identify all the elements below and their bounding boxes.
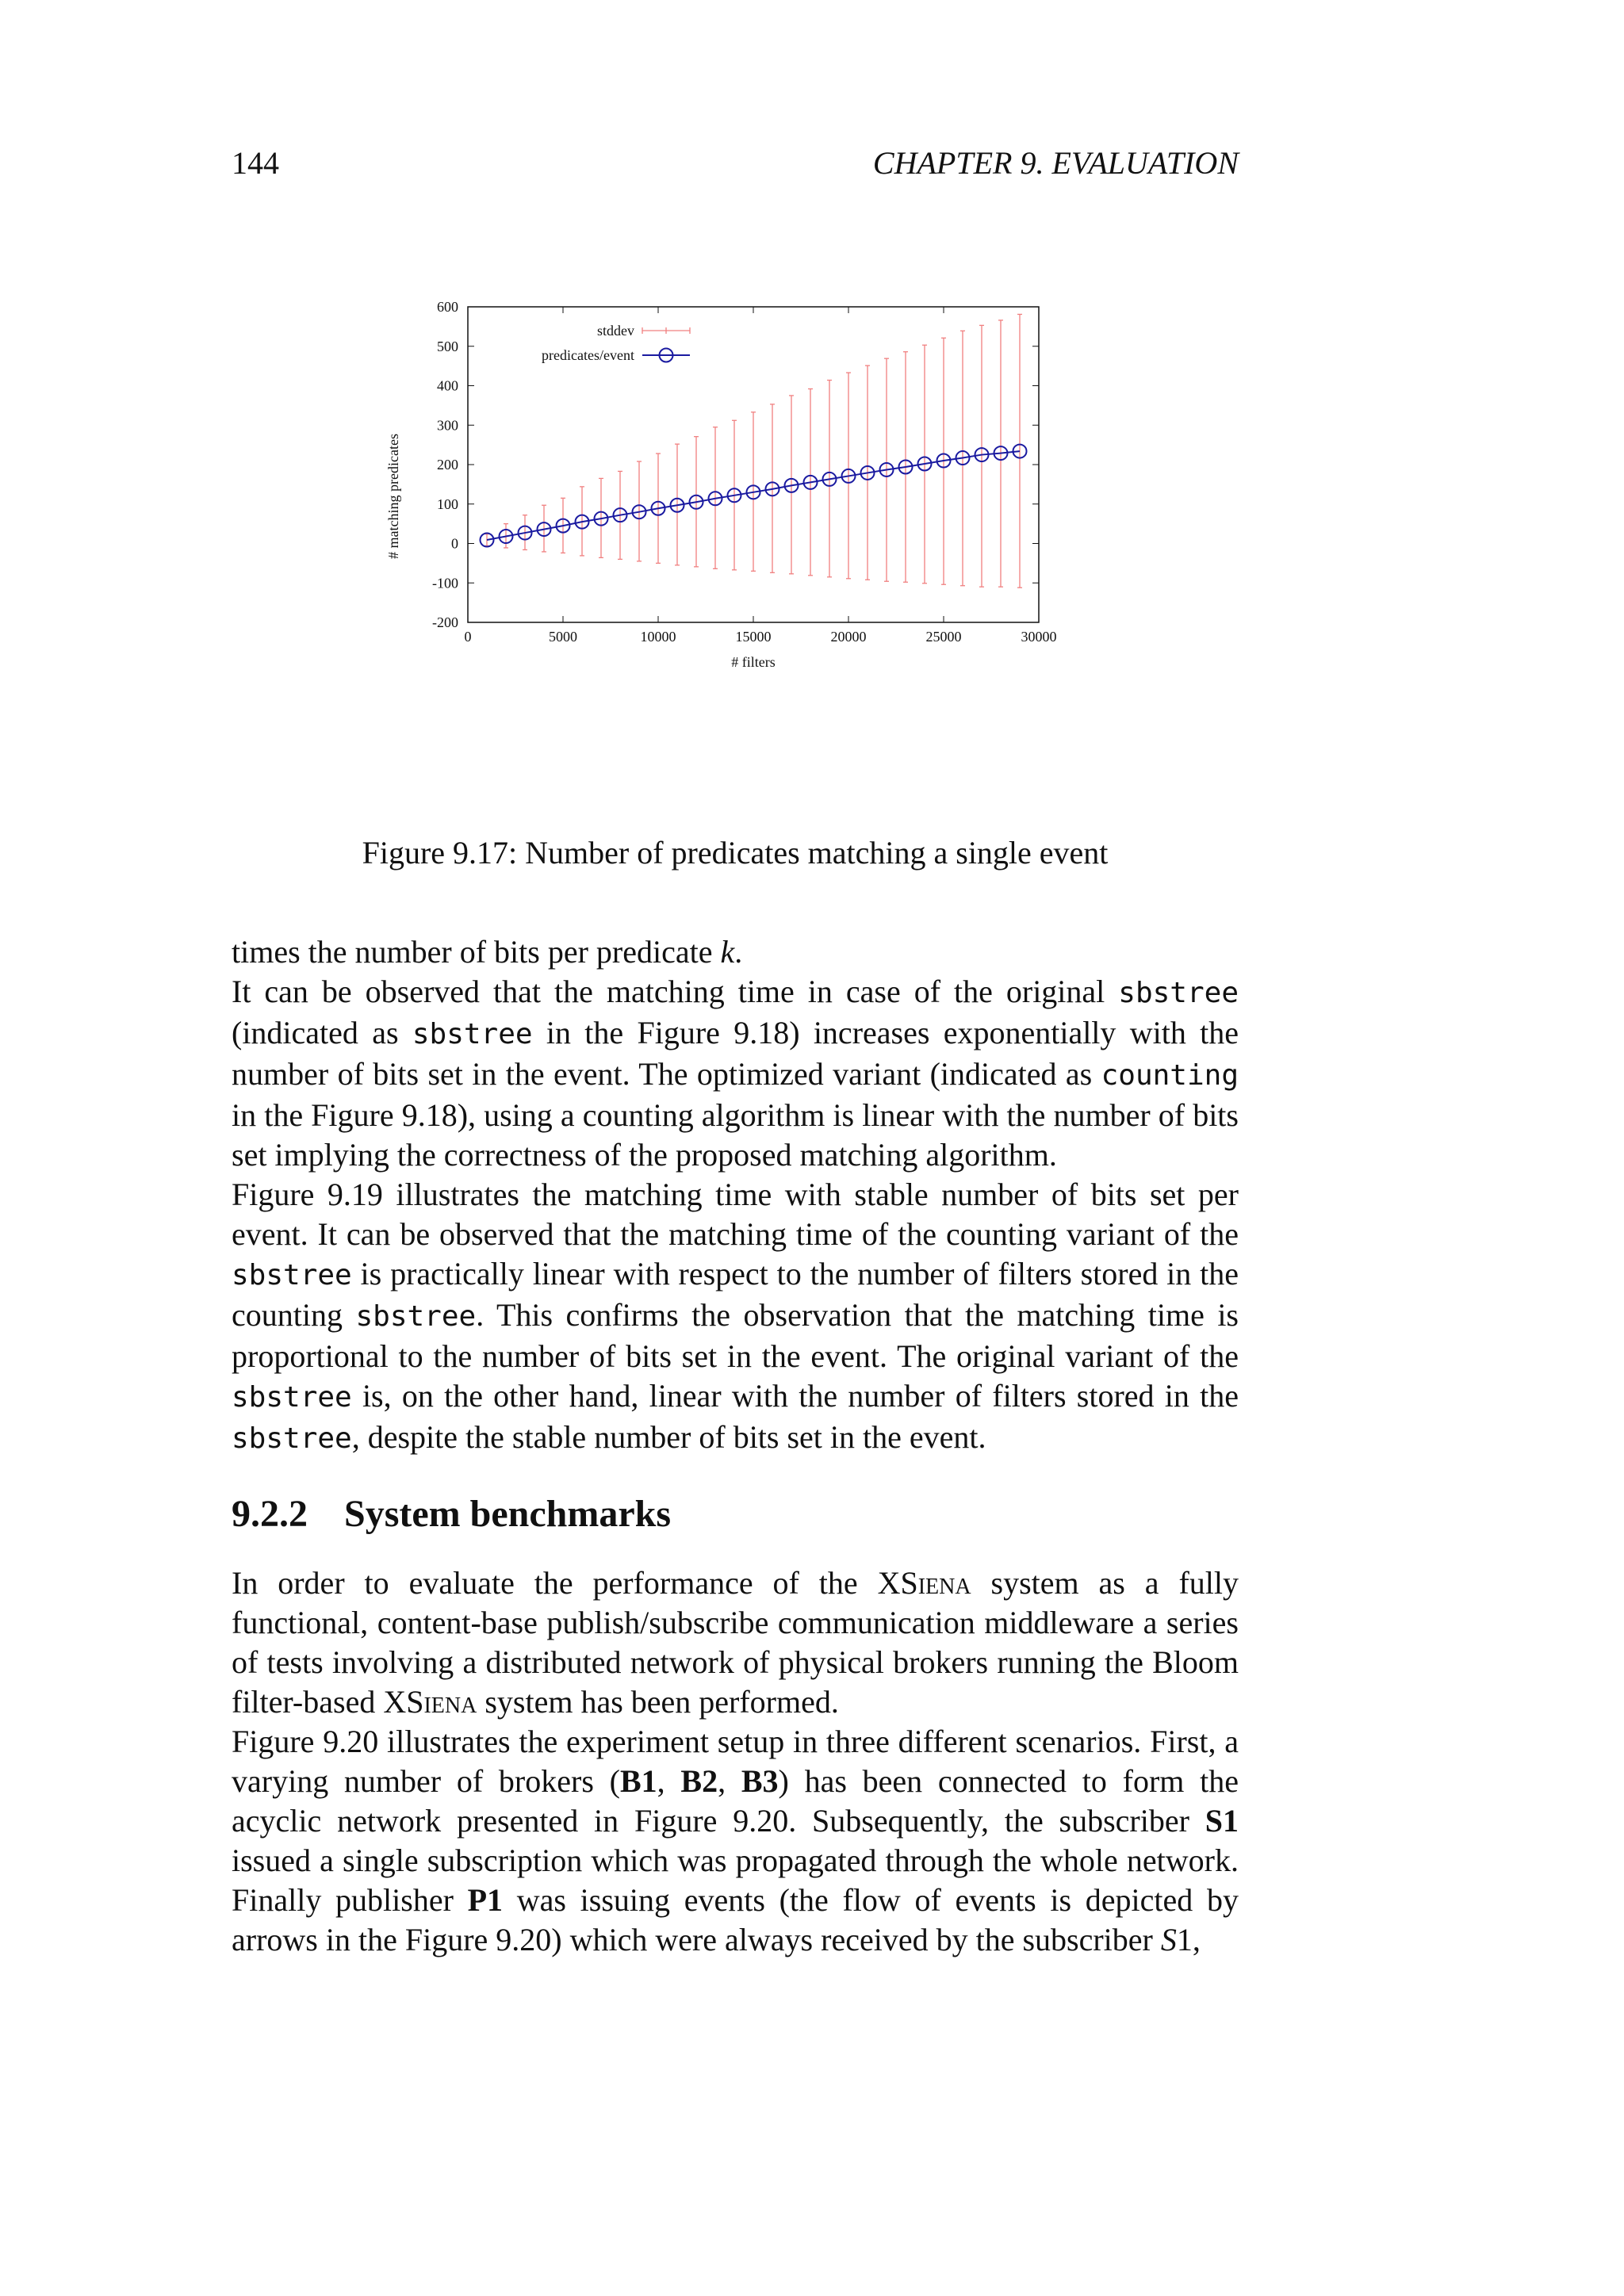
svg-text:0: 0 [464,629,472,645]
figure-chart [373,285,1086,777]
svg-text:30000: 30000 [1021,629,1057,645]
svg-text:# filters: # filters [731,654,776,670]
svg-text:stddev: stddev [597,323,634,339]
svg-text:predicates/event: predicates/event [542,347,634,363]
paragraph: In order to evaluate the performance of the XSiena system as a fully functional, content-base publish/subscribe communication middleware a series of tests involving a distributed network of physical brokers running the Bloom filter-based XSiena system has been performed. [232,1565,1239,1720]
paragraph: It can be observed that the matching time in case of the original sbstree (indicated as sbstree in the Figure 9.18) increases exponentially with the number of bits set in the event. The optimized variant (indicated as counting in the Figure 9.18), using a counting algorithm is linear with the number of bits set implying the correctness of the proposed matching algorithm. [232,974,1239,1173]
svg-text:# matching predicates: # matching predicates [385,434,401,559]
section-heading [232,1492,671,1536]
svg-text:400: 400 [437,377,458,394]
svg-text:100: 100 [437,496,458,512]
running-title: CHAPTER 9. EVALUATION [872,145,1239,181]
paragraph: times the number of bits per predicate k. [232,934,743,970]
paragraph: Figure 9.19 illustrates the matching time with stable number of bits set per event. It can be observed that the matching time of the counting variant of the sbstree is practically linear with respect to the number of filters stored in the counting sbstree. This confirms the observation that the matching time is proportional to the number of bits set in the event. The original variant of the sbstree is, on the other hand, linear with the number of filters stored in the sbstree, despite the stable number of bits set in the event. [232,1177,1239,1455]
svg-text:-200: -200 [432,614,458,630]
section-title: System benchmarks [344,1493,672,1535]
svg-text:10000: 10000 [640,629,676,645]
page-number: 144 [232,145,279,181]
svg-text:0: 0 [451,535,458,552]
figure-caption: Figure 9.17: Number of predicates matching a single event [362,835,1109,871]
svg-text:5000: 5000 [549,629,577,645]
body-text-upper [232,932,1239,1459]
svg-text:25000: 25000 [925,629,962,645]
body-text-lower [232,1563,1239,1960]
svg-text:-100: -100 [432,575,458,591]
svg-text:500: 500 [437,338,458,354]
svg-text:600: 600 [437,299,458,315]
svg-text:15000: 15000 [735,629,772,645]
section-number: 9.2.2 [232,1493,308,1535]
svg-text:300: 300 [437,417,458,434]
svg-text:20000: 20000 [830,629,867,645]
svg-text:200: 200 [437,457,458,473]
paragraph: Figure 9.20 illustrates the experiment setup in three different scenarios. First, a varying number of brokers (B1, B2, B3) has been connected to form the acyclic network presented in Figure 9.20. Subsequently, the subscriber S1 issued a single subscription which was propagated through the whole network. Finally publisher P1 was issuing events (the flow of events is depicted by arrows in the Figure 9.20) which were always received by the subscriber S1, [232,1724,1239,1957]
